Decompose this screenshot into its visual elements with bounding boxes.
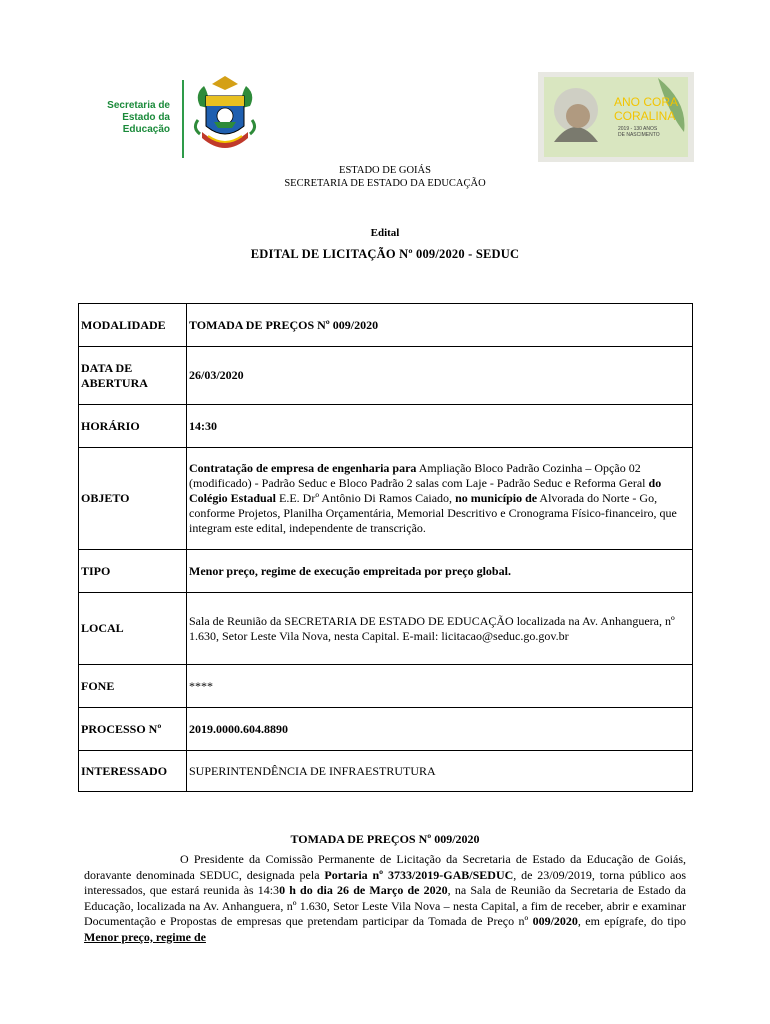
local-key: LOCAL xyxy=(79,593,187,665)
fone-key: FONE xyxy=(79,665,187,708)
table-row xyxy=(79,304,693,347)
table-row xyxy=(79,708,693,751)
fone-value: **** xyxy=(187,665,693,708)
interessado-key: INTERESSADO xyxy=(79,751,187,792)
tipo-key: TIPO xyxy=(79,550,187,593)
edital-label: Edital xyxy=(370,227,400,239)
local-value: Sala de Reunião da SECRETARIA DE ESTADO DE EDUCAÇÃO localizada na Av. Anhanguera, nº 1.630, Setor Leste Vila Nova, nesta Capital. E-mail: licitacao@seduc.go.gov.br xyxy=(187,593,693,665)
interessado-value: SUPERINTENDÊNCIA DE INFRAESTRUTURA xyxy=(187,751,693,792)
secretaria-name: SECRETARIA DE ESTADO DA EDUCAÇÃO xyxy=(284,178,486,189)
seduc-logo xyxy=(100,76,260,160)
processo-value: 2019.0000.604.8890 xyxy=(187,708,693,751)
objeto-value: Contratação de empresa de engenharia para Ampliação Bloco Padrão Cozinha – Opção 02 (modificado) - Padrão Seduc e Bloco Padrão 2 salas com Laje - Padrão Seduc e Reforma Geral do Colégio Estadual E.E. Drº Antônio Di Ramos Caiado, no município de Alvorada do Norte - Go, conforme Projetos, Planilha Orçamentária, Memorial Descritivo e Cronograma Físico-financeiro, que integram este edital, independente de transcrição. xyxy=(187,448,693,550)
ano-cora-coralina-stamp xyxy=(538,72,694,162)
table-row xyxy=(79,593,693,665)
abertura-key: DATA DE ABERTURA xyxy=(79,347,187,405)
seduc-logo-text: Secretaria de Estado da Educação xyxy=(107,100,170,135)
table-row xyxy=(79,405,693,448)
stamp-line1: ANO CORA xyxy=(614,95,679,109)
intro-paragraph: O Presidente da Comissão Permanente de Licitação da Secretaria de Estado da Educação de Goiás, doravante denominada SEDUC, designada pela Portaria nº 3733/2019-GAB/SEDUC, de 23/09/2019, torna público aos interessados, que estará reunida às 14:30 h do dia 26 de Março de 2020, na Sala de Reunião da Secretaria de Estado da Educação, localizada na Av. Anhanguera, nº 1.630, Setor Leste Vila Nova – nesta Capital, a fim de receber, abrir e examinar Documentação e Propostas de empresas que pretendam participar da Tomada de Preço nº 009/2020, em epígrafe, do tipo Menor preço, regime de xyxy=(84,852,687,944)
tomada-precos-title: TOMADA DE PREÇOS Nº 009/2020 xyxy=(290,832,480,846)
logo-divider xyxy=(182,80,184,158)
horario-value: 14:30 xyxy=(187,405,693,448)
stamp-line4: DE NASCIMENTO xyxy=(618,132,660,138)
table-row xyxy=(79,751,693,792)
table-row xyxy=(79,550,693,593)
processo-key: PROCESSO Nº xyxy=(79,708,187,751)
table-row xyxy=(79,347,693,405)
state-name: ESTADO DE GOIÁS xyxy=(339,165,431,176)
goias-coat-of-arms-icon xyxy=(192,76,258,158)
objeto-key: OBJETO xyxy=(79,448,187,550)
table-row xyxy=(79,665,693,708)
abertura-value: 26/03/2020 xyxy=(187,347,693,405)
table-row xyxy=(79,448,693,550)
edital-title: EDITAL DE LICITAÇÃO Nº 009/2020 - SEDUC xyxy=(250,247,520,261)
modalidade-value: TOMADA DE PREÇOS Nº 009/2020 xyxy=(187,304,693,347)
tipo-value: Menor preço, regime de execução empreitada por preço global. xyxy=(187,550,693,593)
horario-key: HORÁRIO xyxy=(79,405,187,448)
stamp-line3: 2019 - 130 ANOS xyxy=(618,126,658,132)
modalidade-key: MODALIDADE xyxy=(79,304,187,347)
edital-info-table xyxy=(78,303,693,792)
stamp-line2: CORALINA xyxy=(614,109,676,123)
